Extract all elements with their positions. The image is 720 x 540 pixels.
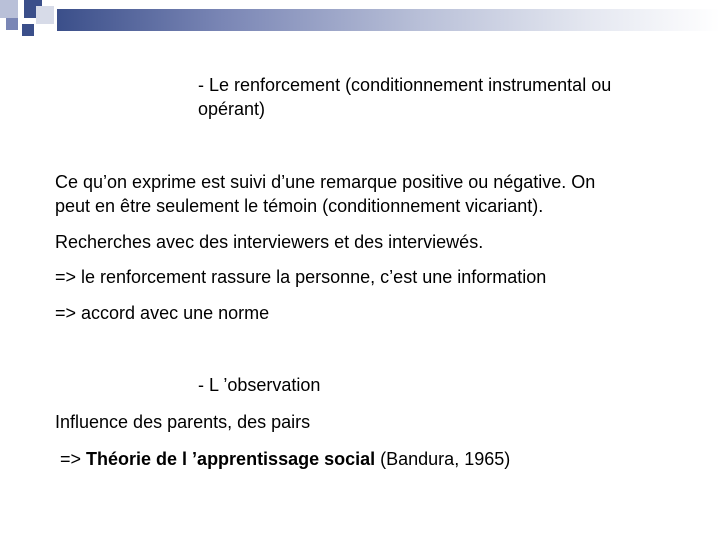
paragraph-line: Ce qu’on exprime est suivi d’une remarque positive ou négative. On [55, 172, 596, 192]
paragraph-line: peut en être seulement le témoin (conditionnement vicariant). [55, 196, 544, 216]
deco-square [6, 18, 18, 30]
heading-reinforcement: - Le renforcement (conditionnement instrumental ou [198, 75, 612, 95]
deco-square [22, 24, 34, 36]
heading-reinforcement-cont: opérant) [198, 99, 266, 119]
heading-observation: - L ’observation [198, 375, 321, 395]
paragraph-line: Influence des parents, des pairs [55, 412, 311, 432]
deco-square [36, 6, 54, 24]
deco-square [0, 0, 18, 18]
theory-title: Théorie de l ’apprentissage social [86, 449, 376, 469]
header-gradient-bar [57, 9, 720, 31]
paragraph-line: Recherches avec des interviewers et des interviewés. [55, 232, 484, 252]
paragraph-line-theory [60, 448, 510, 470]
paragraph-line: => accord avec une norme [55, 303, 270, 323]
arrow-prefix: => [60, 449, 87, 469]
citation: (Bandura, 1965) [375, 449, 511, 469]
paragraph-line: => le renforcement rassure la personne, c’est une information [55, 267, 547, 287]
